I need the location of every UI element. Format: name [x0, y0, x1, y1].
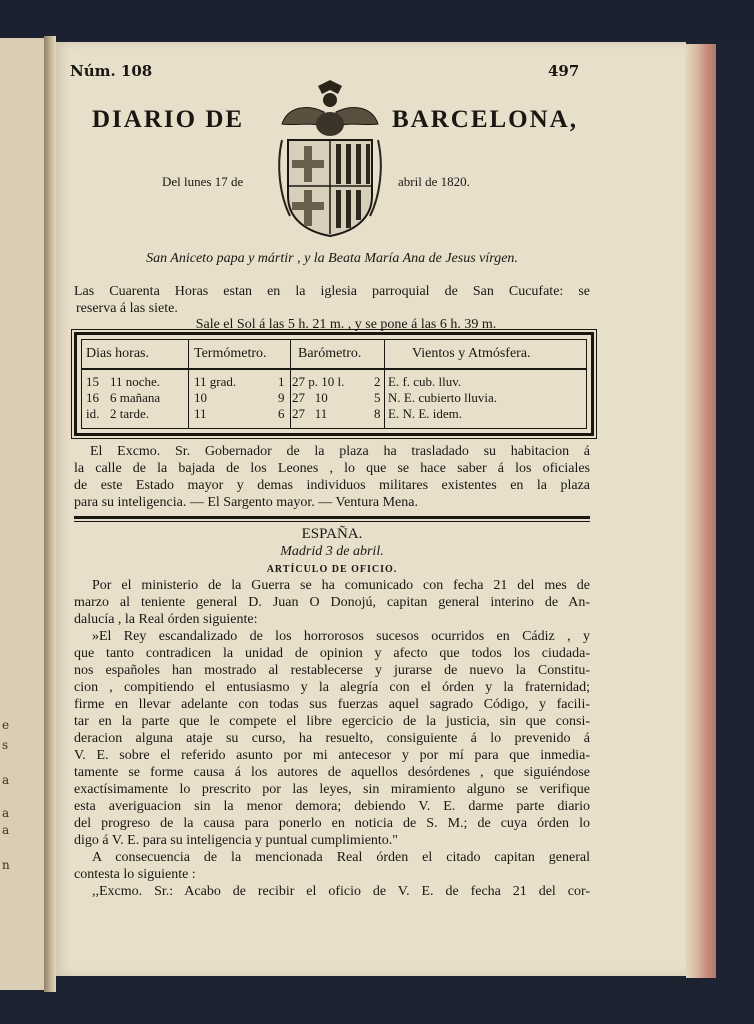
row-thermometer-frac: 9 [278, 390, 285, 405]
date-left: Del lunes 17 de [162, 174, 244, 189]
article-line: »El Rey escandalizado de los horrorosos sucesos ocurridos en Cádiz , y [92, 629, 590, 644]
prev-page-fragment: n [2, 858, 10, 872]
row-thermometer-frac: 6 [278, 406, 285, 421]
saints-of-day: San Aniceto papa y mártir , y la Beata María Ana de Jesus vírgen. [146, 251, 518, 266]
header-thermometer: Termómetro. [194, 346, 267, 361]
section-kind: ARTÍCULO DE OFICIO. [266, 564, 398, 575]
row-day: 15 [86, 374, 99, 389]
notice-line: para su inteligencia. — El Sargento mayor. — Ventura Mena. [74, 495, 418, 510]
book-spine [44, 36, 56, 992]
article-line: dalucía , la Real órden siguiente: [74, 612, 258, 627]
weather-table [74, 332, 594, 436]
article-line: deracion alguna ataje su curso, ha resuelto, consiguiente á lo prevenido á [74, 731, 590, 746]
header-separator [82, 368, 586, 370]
barcelona-coat-of-arms [274, 76, 386, 240]
masthead-left: DIARIO DE [92, 106, 245, 133]
article-line: esta averiguacion sin la menor demora; debiendo V. E. darme parte diario [74, 799, 590, 814]
article-line: nos españoles han mostrado al restablecerse y jurarse de nuevo la Constitu- [74, 663, 590, 678]
row-barometer-frac: 5 [374, 390, 381, 405]
row-thermometer: 10 [194, 390, 207, 405]
row-hour: 6 mañana [110, 390, 161, 405]
row-thermometer: 11 grad. [194, 374, 237, 389]
prev-page-fragment: a [2, 806, 10, 820]
column-separator [188, 340, 189, 428]
row-day: id. [86, 406, 100, 421]
sunrise-sunset: Sale el Sol á las 5 h. 21 m. , y se pone á las 6 h. 39 m. [195, 317, 497, 332]
notice-line: de este Estado mayor y demas individuos militares existentes en la plaza [74, 478, 590, 493]
section-country: ESPAÑA. [301, 526, 363, 542]
article-line: tamente se forme causa á los autores de aquellos desórdenes , que siguiéndose [74, 765, 590, 780]
article-line: digo á V. E. para su inteligencia y puntual cumplimiento." [74, 833, 399, 848]
forty-hours-line: reserva á las siete. [76, 301, 178, 316]
section-place-date: Madrid 3 de abril. [280, 544, 384, 559]
page-number: 497 [548, 62, 580, 80]
column-separator [290, 340, 291, 428]
row-barometer: 27 10 [292, 390, 328, 405]
section-rule-thin [74, 521, 590, 522]
background-top [0, 0, 754, 40]
article-line: marzo al teniente general D. Juan O Donojú, capitan general interino de An- [74, 595, 590, 610]
article-line: firme en llevar adelante con todas sus fuerzas aquel sagrado Código, y facili- [74, 697, 590, 712]
article-line: A consecuencia de la mencionada Real órden el citado capitan general [92, 850, 590, 865]
row-hour: 2 tarde. [110, 406, 149, 421]
row-day: 16 [86, 390, 99, 405]
prev-page-fragment: s [2, 738, 9, 752]
notice-line: la calle de la bajada de los Leones , lo que se hace saber á los oficiales [74, 461, 590, 476]
prev-page-fragment: e [2, 718, 10, 732]
article-line: que tanto contradicen la unidad de opinion y afecto que todos los ciudada- [74, 646, 590, 661]
row-thermometer: 11 [194, 406, 207, 421]
article-line: del progreso de la causa para ponerlo en noticia de S. M.; de cuya órden lo [74, 816, 590, 831]
section-rule [74, 516, 590, 519]
header-barometer: Barómetro. [298, 346, 362, 361]
row-wind: N. E. cubierto lluvia. [388, 390, 498, 405]
row-thermometer-frac: 1 [278, 374, 285, 389]
row-barometer: 27 p. 10 l. [292, 374, 345, 389]
row-barometer: 27 11 [292, 406, 328, 421]
page-stack-edge [686, 44, 716, 978]
article-line: exactísimamente lo prescrito por las leyes, sin miramiento alguno se verifique [74, 782, 590, 797]
article-line: Por el ministerio de la Guerra se ha comunicado con fecha 21 del mes de [92, 578, 590, 593]
article-line: cion , compitiendo el entusiasmo y la alegría con el órden y la fraternidad; [74, 680, 590, 695]
forty-hours-line: Las Cuarenta Horas estan en la iglesia parroquial de San Cucufate: se [74, 284, 590, 299]
date-right: abril de 1820. [398, 174, 470, 189]
masthead-right: BARCELONA, [392, 106, 578, 133]
row-wind: E. f. cub. lluv. [388, 374, 462, 389]
header-wind-atmosphere: Vientos y Atmósfera. [412, 346, 531, 361]
notice-line: El Excmo. Sr. Gobernador de la plaza ha trasladado su habitacion á [90, 444, 590, 459]
article-line: V. E. sobre el referido asunto por mi antecesor y por mí para que inmedia- [74, 748, 590, 763]
row-hour: 11 noche. [110, 374, 161, 389]
column-separator [384, 340, 385, 428]
issue-number: Núm. 108 [70, 62, 153, 80]
row-wind: E. N. E. idem. [388, 406, 463, 421]
article-line: contesta lo siguiente : [74, 867, 196, 882]
row-barometer-frac: 8 [374, 406, 381, 421]
prev-page-fragment: a [2, 823, 10, 837]
weather-table-inner [81, 339, 587, 429]
previous-page-edge [0, 38, 46, 990]
article-line: ,,Excmo. Sr.: Acabo de recibir el oficio de V. E. de fecha 21 del cor- [92, 884, 590, 899]
header-days-hours: Dias horas. [86, 346, 149, 361]
prev-page-fragment: a [2, 773, 10, 787]
article-line: tar en la parte que le compete el libre egercicio de la justicia, sin que consi- [74, 714, 590, 729]
row-barometer-frac: 2 [374, 374, 381, 389]
